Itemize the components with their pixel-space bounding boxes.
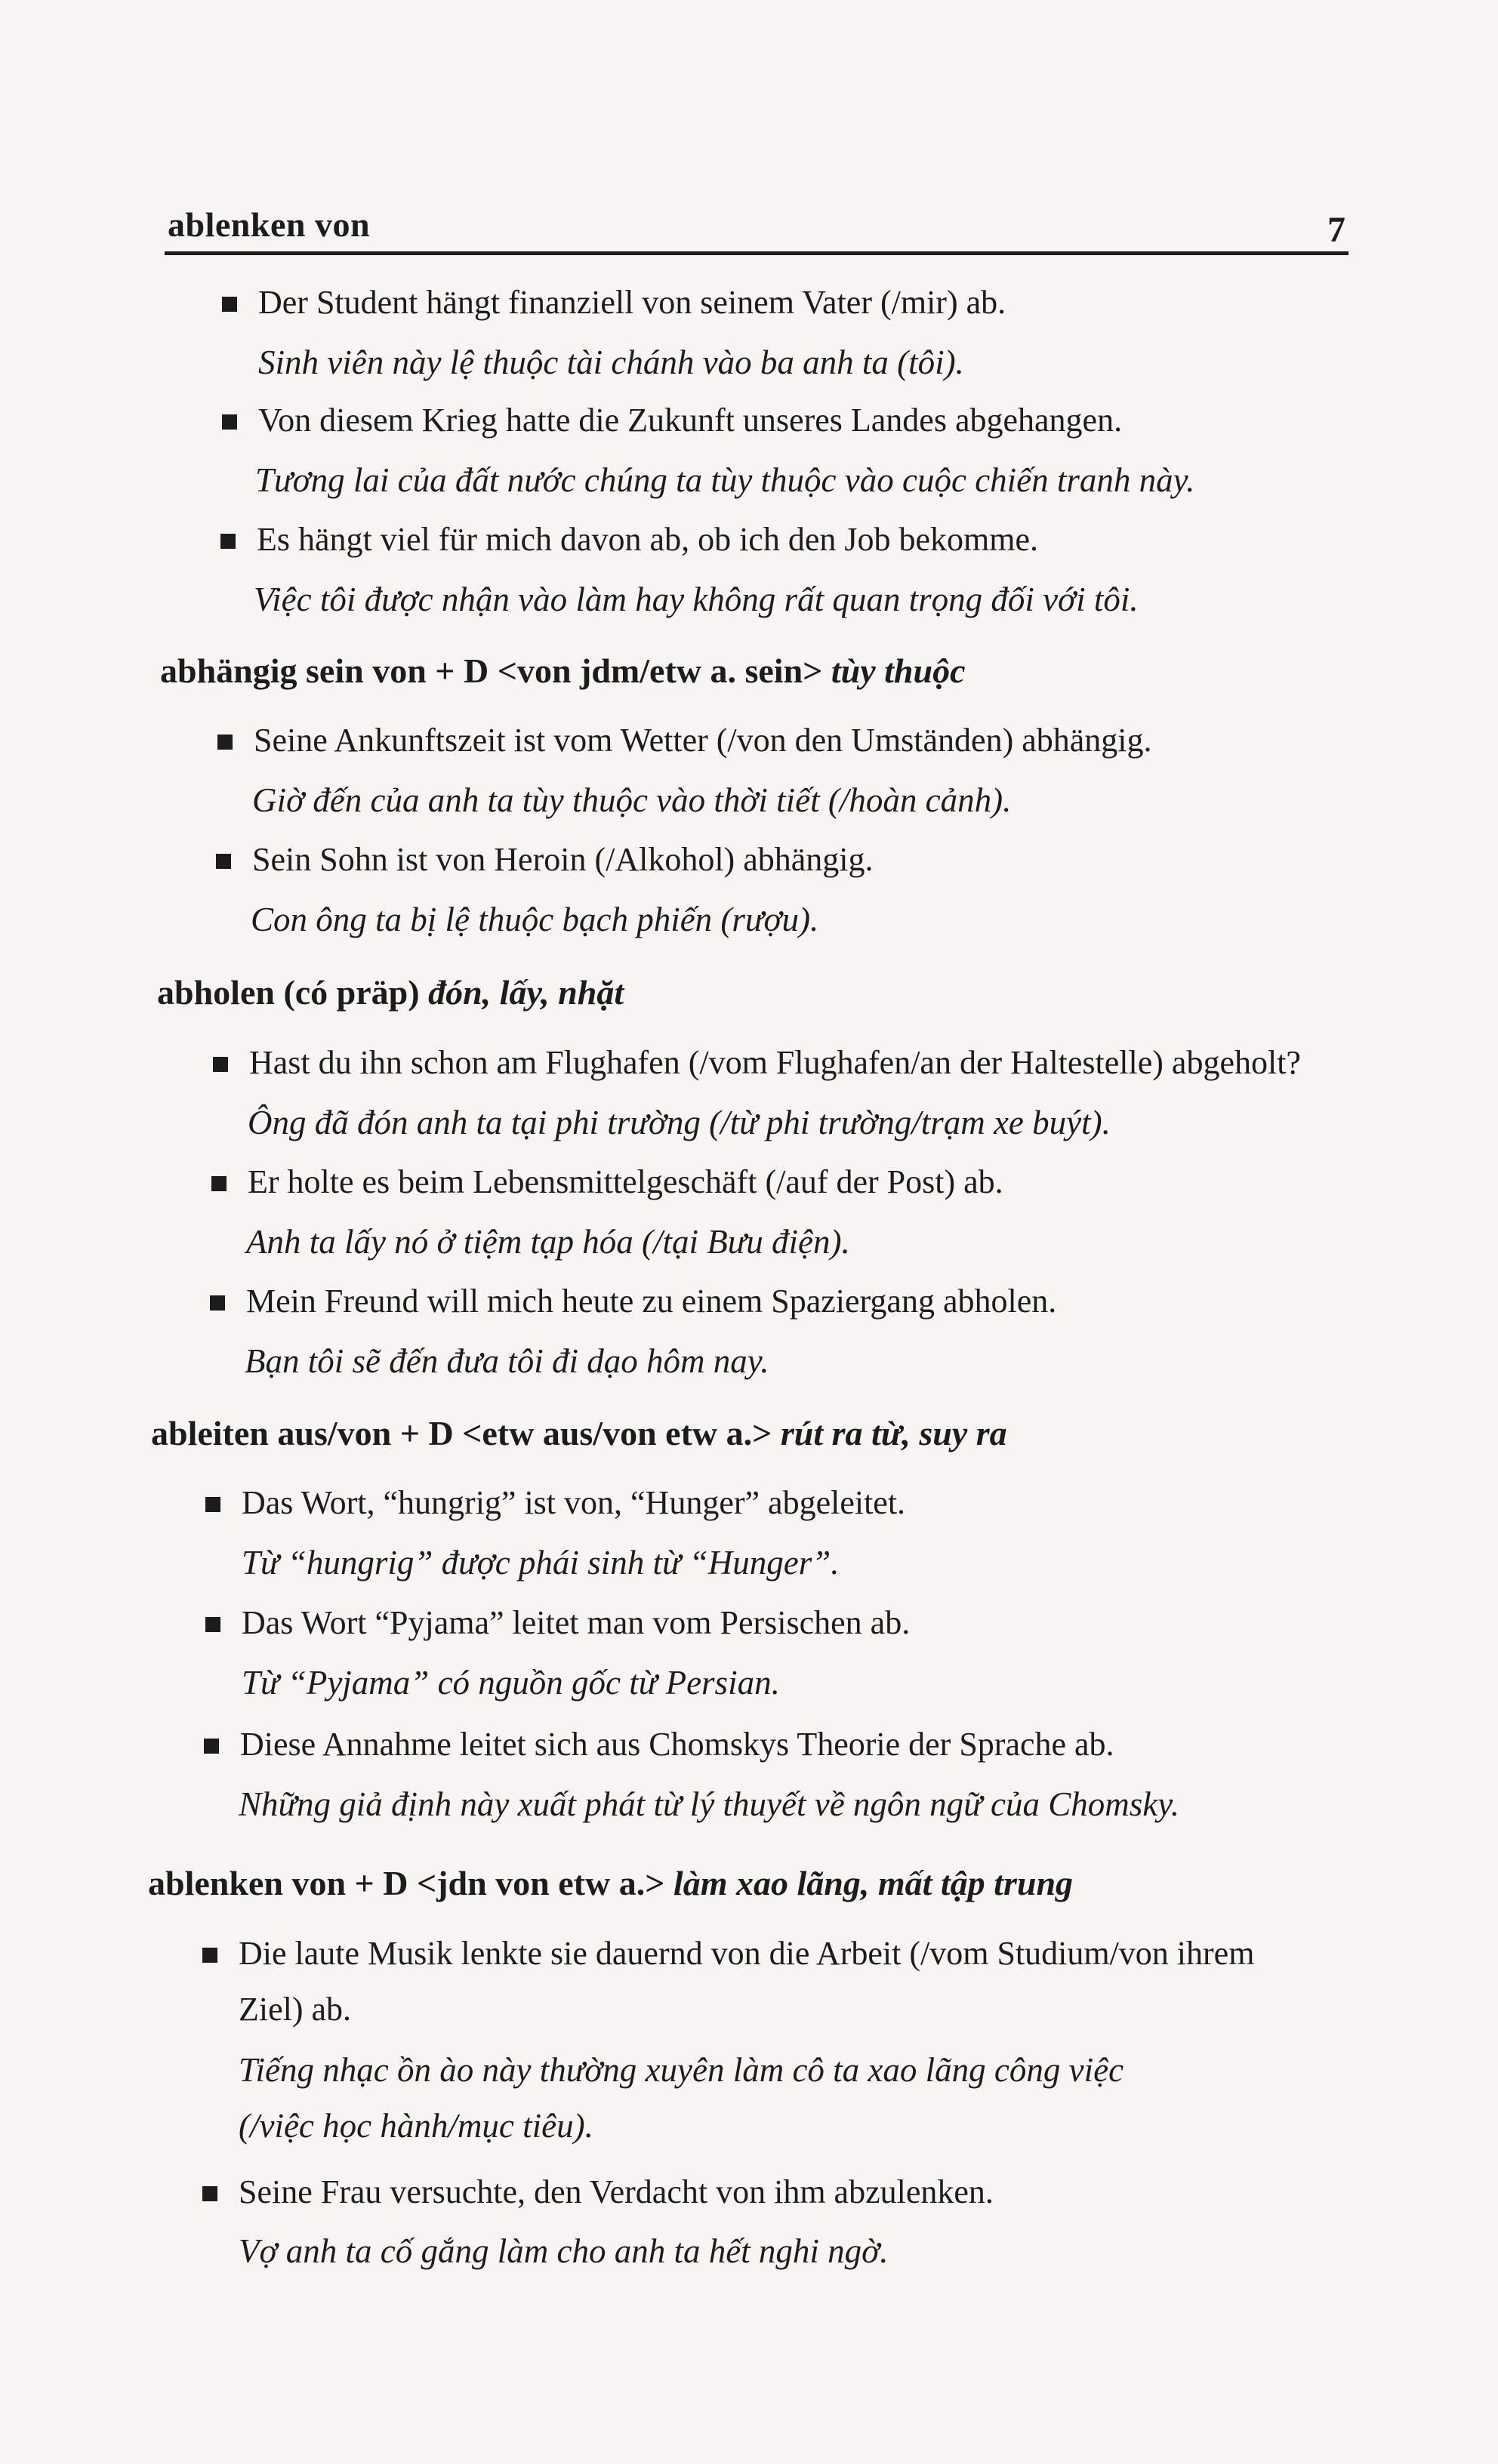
example-german-text: Sein Sohn ist von Heroin (/Alkohol) abhängig. bbox=[252, 841, 874, 878]
example-german-text: Das Wort “Pyjama” leitet man vom Persischen ab. bbox=[242, 1604, 911, 1641]
example-vietnamese: Con ông ta bị lệ thuộc bạch phiến (rượu). bbox=[251, 901, 819, 938]
example-german-text: Die laute Musik lenkte sie dauernd von die Arbeit (/vom Studium/von ihrem bbox=[239, 1935, 1255, 1972]
example-vietnamese: Vợ anh ta cố gắng làm cho anh ta hết nghi ngờ. bbox=[239, 2232, 889, 2270]
example-german-text: Es hängt viel für mich davon ab, ob ich den Job bekomme. bbox=[257, 521, 1038, 558]
example-german bbox=[246, 1282, 1056, 1320]
bullet-icon bbox=[220, 534, 236, 549]
bullet-icon bbox=[204, 1739, 219, 1754]
entry-headword bbox=[157, 972, 624, 1012]
bullet-icon bbox=[205, 1497, 220, 1512]
example-vietnamese: Những giả định này xuất phát từ lý thuyết về ngôn ngữ của Chomsky. bbox=[239, 1785, 1179, 1823]
example-vietnamese-continued: (/việc học hành/mục tiêu). bbox=[239, 2107, 593, 2145]
bullet-icon bbox=[211, 1176, 227, 1191]
bullet-icon bbox=[222, 297, 237, 312]
headword-gloss: tùy thuộc bbox=[831, 651, 966, 690]
entry-headword bbox=[151, 1413, 1007, 1453]
example-german bbox=[242, 1483, 905, 1522]
bullet-icon bbox=[210, 1295, 225, 1311]
example-german bbox=[257, 520, 1038, 559]
example-vietnamese: Anh ta lấy nó ở tiệm tạp hóa (/tại Bưu điện). bbox=[246, 1223, 850, 1261]
example-german-text: Seine Frau versuchte, den Verdacht von ihm abzulenken. bbox=[239, 2173, 994, 2210]
headword-gloss: rút ra từ, suy ra bbox=[780, 1414, 1007, 1452]
example-german-text: Das Wort, “hungrig” ist von, “Hunger” abgeleitet. bbox=[242, 1484, 906, 1521]
headword-gloss: làm xao lãng, mất tập trung bbox=[673, 1864, 1074, 1902]
example-german bbox=[258, 283, 1006, 322]
headword-text: abholen (có präp) bbox=[157, 973, 420, 1012]
example-vietnamese: Từ “hungrig” được phái sinh từ “Hunger”. bbox=[242, 1544, 840, 1582]
example-german bbox=[240, 1725, 1114, 1763]
running-header bbox=[168, 198, 1345, 254]
entry-headword bbox=[160, 651, 966, 691]
example-german-continued: Ziel) ab. bbox=[239, 1991, 352, 2028]
example-german-text: Von diesem Krieg hatte die Zukunft unseres Landes abgehangen. bbox=[258, 402, 1123, 439]
bullet-icon bbox=[222, 414, 237, 430]
example-german bbox=[239, 1934, 1254, 1973]
headword-gloss: đón, lấy, nhặt bbox=[428, 973, 624, 1012]
example-german bbox=[239, 2173, 994, 2211]
bullet-icon bbox=[202, 2186, 217, 2201]
example-german bbox=[242, 1603, 910, 1642]
bullet-icon bbox=[217, 735, 233, 750]
example-german bbox=[249, 1043, 1301, 1082]
guide-word: ablenken von bbox=[168, 205, 371, 244]
example-vietnamese: Ông đã đón anh ta tại phi trường (/từ phi trường/trạm xe buýt). bbox=[248, 1104, 1111, 1141]
example-german bbox=[258, 401, 1122, 439]
example-german-text: Seine Ankunftszeit ist vom Wetter (/von den Umständen) abhängig. bbox=[254, 722, 1152, 759]
example-german-text: Diese Annahme leitet sich aus Chomskys Theorie der Sprache ab. bbox=[240, 1726, 1114, 1763]
example-vietnamese: Từ “Pyjama” có nguồn gốc từ Persian. bbox=[242, 1664, 780, 1702]
example-german bbox=[254, 721, 1152, 759]
example-german bbox=[248, 1163, 1003, 1201]
example-vietnamese: Giờ đến của anh ta tùy thuộc vào thời tiết (/hoàn cảnh). bbox=[252, 781, 1012, 819]
example-vietnamese: Việc tôi được nhận vào làm hay không rất quan trọng đối với tôi. bbox=[254, 581, 1139, 618]
example-vietnamese: Tiếng nhạc ồn ào này thường xuyên làm cô ta xao lãng công việc bbox=[239, 2051, 1124, 2089]
bullet-icon bbox=[202, 1948, 217, 1963]
example-german-text: Mein Freund will mich heute zu einem Spaziergang abholen. bbox=[246, 1283, 1057, 1320]
page-number: 7 bbox=[1327, 210, 1345, 250]
entry-headword bbox=[148, 1863, 1073, 1903]
example-german-text: Der Student hängt finanziell von seinem Vater (/mir) ab. bbox=[258, 284, 1006, 321]
example-german-text: Er holte es beim Lebensmittelgeschäft (/auf der Post) ab. bbox=[248, 1163, 1003, 1200]
bullet-icon bbox=[213, 1057, 228, 1072]
headword-text: ableiten aus/von + D <etw aus/von etw a.> bbox=[151, 1414, 772, 1452]
example-vietnamese: Tương lai của đất nước chúng ta tùy thuộc vào cuộc chiến tranh này. bbox=[255, 461, 1195, 499]
bullet-icon bbox=[216, 854, 231, 869]
header-rule bbox=[165, 251, 1349, 255]
example-german bbox=[252, 840, 874, 879]
headword-text: abhängig sein von + D <von jdm/etw a. sein> bbox=[160, 651, 823, 690]
example-german-text: Hast du ihn schon am Flughafen (/vom Flughafen/an der Haltestelle) abgeholt? bbox=[249, 1044, 1301, 1081]
headword-text: ablenken von + D <jdn von etw a.> bbox=[148, 1864, 665, 1902]
example-vietnamese: Sinh viên này lệ thuộc tài chánh vào ba anh ta (tôi). bbox=[258, 343, 964, 381]
example-vietnamese: Bạn tôi sẽ đến đưa tôi đi dạo hôm nay. bbox=[245, 1342, 769, 1380]
bullet-icon bbox=[205, 1617, 220, 1632]
